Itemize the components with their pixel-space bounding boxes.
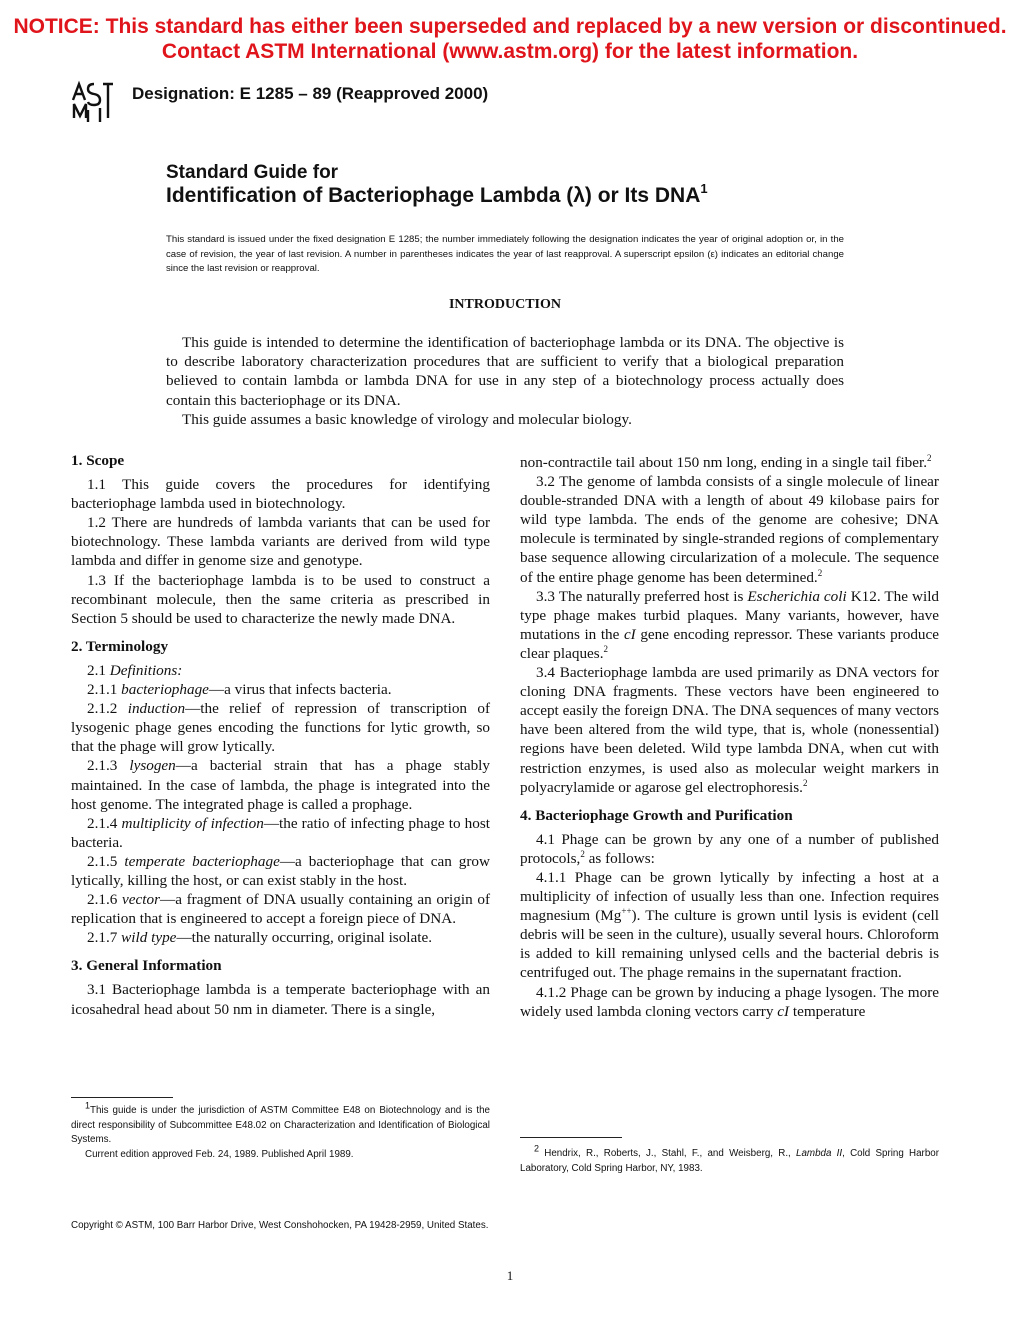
para-3-1: 3.1 Bacteriophage lambda is a temperate bacteriophage with an icosahedral head about 50 nm in diameter. There is a single, (71, 981, 490, 1018)
notice-banner (0, 14, 1020, 64)
introduction (166, 333, 844, 429)
para-3-3: 3.3 The naturally preferred host is Escherichia coli K12. The wild type phage makes turbid plaques. Many variants, however, have mutations in the cI gene encoding repressor. These variants produce clear plaques.$^2$ (520, 587, 940, 662)
para-4-1: 4.1 Phage can be grown by any one of a number of published protocols,$^2$ as follows: (520, 830, 939, 867)
title-footnote-mark: 1 (700, 181, 708, 196)
para-4-1-2: 4.1.2 Phage can be grown by inducing a phage lysogen. The more widely used lambda cloning vectors carry cI temperature (520, 983, 939, 1020)
notice-line-1: NOTICE: This standard has either been superseded and replaced by a new version or discontinued. (13, 15, 1007, 38)
para-2-1: 2.1 Definitions: (87, 661, 183, 679)
para-3-4: 3.4 Bacteriophage lambda are used primarily as DNA vectors for cloning DNA fragments. These vectors have been engineered to accept easily the foreign DNA. The DNA sequences of many vectors have been altered from the wild type, that is, whole (nonessential) regions have been deleted. Wild type lambda DNA, when cut with restriction enzymes, is used also as molecular weight markers in polyacrylamide or agarose gel electrophoresis.$^2$ (520, 664, 939, 796)
definition-wild-type: 2.1.7 wild type—the naturally occurring, original isolate. (87, 929, 433, 947)
introduction-heading: INTRODUCTION (448, 297, 561, 312)
title-line-2 (166, 181, 708, 208)
para-1-1: 1.1 This guide covers the procedures for identifying bacteriophage lambda used in biotechnology. (71, 476, 490, 513)
footnote-rule-left (71, 1097, 173, 1098)
intro-paragraph-1: This guide is intended to determine the identification of bacteriophage lambda or its DNA. The objective is to describe laboratory characterization procedures that are sufficient to verify that a biological preparation believed to contain lambda or lambda DNA for use in any step of a biotechnology process actually does contain this bacteriophage or its DNA. (166, 334, 844, 409)
para-3-1-continued: non-contractile tail about 150 nm long, ending in a single tail fiber.$^2$ (520, 452, 932, 471)
left-column (71, 451, 490, 1019)
footnote-1-text: $^1$This guide is under the jurisdiction of ASTM Committee E48 on Biotechnology and is the direct responsibility of Subcommittee E48.02 on Characterization and Identification of Biological Systems. (71, 1100, 490, 1146)
issue-note: This standard is issued under the fixed designation E 1285; the number immediately following the designation indicates the year of original adoption or, in the case of revision, the year of last revision. A number in parentheses indicates the year of last reapproval. A superscript epsilon (ε) indicates an editorial change since the last revision or reapproval. (166, 234, 844, 275)
footnote-2 (520, 1143, 939, 1176)
para-3-2: 3.2 The genome of lambda consists of a single molecule of linear double-stranded DNA with a length of about 49 kilobase pairs for wild type lambda. The ends of the genome are cohesive; DNA molecule is terminated by single-stranded regions of complementary base sequence allowing circularization of a molecule. The sequence of the entire phage genome has been determined.$^2$ (520, 473, 939, 586)
footnote-2-text: $^2$ Hendrix, R., Roberts, J., Stahl, F., and Weisberg, R., Lambda II, Cold Spring Harbor Laboratory, Cold Spring Harbor, NY, 1983. (520, 1143, 939, 1174)
footnote-1-edition: Current edition approved Feb. 24, 1989. Published April 1989. (85, 1148, 354, 1160)
definition-multiplicity-of-infection: 2.1.4 multiplicity of infection—the ratio of infecting phage to host bacteria. (71, 814, 490, 851)
logo-text: ASTM (70, 78, 73, 79)
footnote-rule-right (520, 1137, 622, 1138)
definition-lysogen: 2.1.3 lysogen—a bacterial strain that has a phage stably maintained. In the case of lambda, the phage is integrated into the host genome. The integrated phage is called a prophage. (71, 757, 490, 813)
para-4-1-1: 4.1.1 Phage can be grown lytically by infecting a host at a multiplicity of infection of usually less than one. Infection requires magnesium (Mg++). The culture is grown until lysis is evident (cell debris will be seen in the culture), usually several hours. Chloroform is added to kill remaining unlysed cells and the bacterial debris is centrifuged out. The phage remains in the supernatant fraction. (520, 868, 939, 982)
section-1-heading: 1. Scope (71, 452, 125, 469)
astm-logo-icon (70, 78, 120, 124)
para-1-2: 1.2 There are hundreds of lambda variants that can be used for biotechnology. These lambda variants are derived from wild type lambda and differ in genome size and genotype. (71, 514, 490, 570)
definition-induction: 2.1.2 induction—the relief of repression of transcription of lysogenic phage genes encoding the functions for lytic growth, so that the phage will grow lytically. (71, 700, 491, 756)
footnote-1 (71, 1100, 490, 1162)
designation: Designation: E 1285 – 89 (Reapproved 2000) (132, 84, 489, 103)
intro-paragraph-2: This guide assumes a basic knowledge of virology and molecular biology. (182, 410, 632, 428)
notice-line-2: Contact ASTM International (www.astm.org) for the latest information. (161, 40, 859, 63)
section-4-heading: 4. Bacteriophage Growth and Purification (520, 806, 793, 824)
page-number: 1 (506, 1268, 514, 1283)
section-3-heading: 3. General Information (71, 957, 222, 975)
right-column (520, 453, 939, 1021)
title-text: Identification of Bacteriophage Lambda (λ) or Its DNA (166, 184, 701, 207)
definition-vector: 2.1.6 vector—a fragment of DNA usually containing an origin of replication that is engineered to accept a foreign piece of DNA. (71, 891, 490, 928)
definition-bacteriophage: 2.1.1 bacteriophage—a virus that infects bacteria. (87, 681, 392, 699)
section-2-heading: 2. Terminology (71, 637, 169, 655)
copyright: Copyright © ASTM, 100 Barr Harbor Drive, West Conshohocken, PA 19428-2959, United States. (71, 1220, 489, 1231)
title-line-1: Standard Guide for (166, 162, 339, 183)
definition-temperate-bacteriophage: 2.1.5 temperate bacteriophage—a bacteriophage that can grow lytically, killing the host, or can exist stably in the host. (71, 852, 490, 889)
para-1-3: 1.3 If the bacteriophage lambda is to be used to construct a recombinant molecule, then the same criteria as prescribed in Section 5 should be used to characterize the newly made DNA. (71, 571, 490, 627)
